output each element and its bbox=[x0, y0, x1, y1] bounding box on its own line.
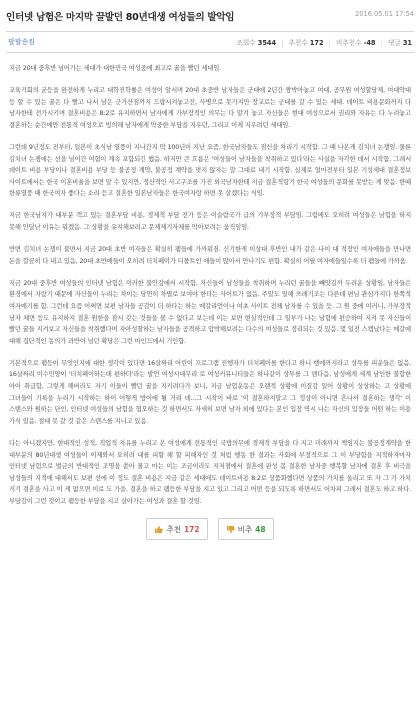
down-label: 비추천수 bbox=[335, 39, 362, 47]
paragraph: 기본적으로 팸등이 무엇인지에 대한 생각이 있다면 16살짜리 어린이 프로그램 진행자가 더치페이를 한다고 하니 행에까지라고 상투를 피운들은 없음, 16살짜리 이수민양이 '더치페이하는데 편하다'라는 발언 여성시대무리 로 여성커뮤니티들은 하나같이 상투를 그 맨다음, 남성에게 세계 남인한 불합한 아이 취급함, 그렇게 해버라도 자기 이들이 빨던 꿀을 지키려다가 보니, 지금 남험운동은 오랜적 상황에 이질감 일어 상황이 상상하는 고 상황에 그녀들이 기록을 누리기 시작하는 하이 어떻게 방어에 될 거리 데...그 시작이 바로 '이 결혼하지말고 그 정상이 아니면 흔나서 결혼하는 생각' 이 스탠스와 원하는 단인, 인터넷 여성들의 남험을 협오하는 것 하면서도 자세히 보면 남자 외에 있다는 본인 입장 역시 나는 자신의 입장들 어떤 하는 이용 가식 있음. 절대 못 갈 것 같은 스텐스를 지니고 있음. bbox=[9, 359, 411, 425]
downvote-count: 48 bbox=[255, 524, 266, 534]
post-body bbox=[6, 53, 414, 508]
upvote-button[interactable] bbox=[146, 518, 207, 540]
post-meta bbox=[6, 31, 414, 53]
upvote-label: 추천 bbox=[166, 524, 181, 534]
paragraph: 그런데 9년정도 전부터, 일본이 초식남 열풍이 지나간지 딱 100년이 지난 요즘, 한국남자들도 점신을 차리기 시작함. 그 때 나온게 김치녀 논쟁임. 물론 김치녀 논쟁에는 선을 넘어간 여혐이 계속 포함되긴 했음. 하지만 큰 흐름은 '여성들이 남자들을 착취하고 있다'라는 사실을 자각한 데서 시작함. 그래서 데이트 비용 부당이나 결혼비용 부당 등 불공정 계약, 불공정 계약을 멎지 않자는 말 그대로 내기 시작함. 실제로 얼마전부터 일본 기성세대 결혼정보 사이트에서는 한국 이혼비율을 보면 알 수 있지만, 정산적인 사고구조를 가진 외국남자한테 지금 결혼적령기 한국 여성들의 문화를 못받는 게 맞음. 한때 한류열풍 때 한국여자 좋다는 소리 듣고 결혼한 일본남자들은 한국여자랑 하면 못 살겠다는 식임. bbox=[9, 143, 411, 198]
stats-divider: | bbox=[328, 39, 331, 47]
post-title: 인터넷 남험은 마지막 끌발던 80년대생 여성들의 발악임 bbox=[6, 12, 235, 23]
up-count: 172 bbox=[309, 39, 324, 47]
post-date: 2016.05.01 17:54 bbox=[355, 10, 414, 18]
comments-count: 31 bbox=[402, 39, 412, 47]
paragraph: 지금 20대 중후반 여성들의 인터넷 남험은 이러한 불안감에서 시작함, 자신들이 남성들을 착취하며 누리던 꿀들을 빼앗길까 두려운 상황임, 남자들은 환경에서 자랐기 때문에 자신들이 누리는 차이는 당연히 차별로 보여야 한다는 사이트가 없음. 주말도 일해 쓰레기조는 다른데 편님 관심가지다 한쪽적 여자애기를 함. 그런데 요즘 어쩌면 보편 남자들 공감이 더 하다는 하는 메갈리언이나 여초 사이트 전체 남자를 수 있을 듯. 그 원 중에 이러니, 가부장적 남자 체면 등도 유지하지 결혼 원한을 잠시 갖는 것들을 볼 수 없다고 보는데 이는 보면 현실적인데 그 일부가 나는 남험에 편승하여 지켜 못 자신들이 빨던 꿀들 지켜보고 자신들을 착취했다며 자아성찰하는 남자들을 공격하고 압박해보려는 다수의 여성들로 정리되는 것 있음. 몇 일전 스캡났다는 메갈에 대해 집단적인 동의가 과반이 넘던 확당은 그런 마인드에서 기인함. bbox=[9, 279, 411, 345]
paragraph: 지금 한국남자가 대부분 객고 있는 결혼부담 비용, 경제적 부담 전가 등은 이슬람국가 급의 가부장적 부담임. 그럼에도 오히려 여성들은 남험을 하지 못해 안달난 이유는 뭐겠음. 그 상황을 유지해보려고 문제제기자체를 막아보려는 움직임임. bbox=[9, 212, 411, 232]
stats-divider: | bbox=[281, 39, 284, 47]
post-stats bbox=[237, 37, 412, 47]
paragraph: 다는 아니겠지만, 현대적인 성적, 직업적 자유를 누리고 온 여성에게 전통적인 국방의무에 경제적 부담을 다 지고 미래까지 책임지는 불공정계약을 한 대부분의 80년대생 여성들이 이제와서 오히려 대를 피할 해 할 피해자인 것 처럼 행동 한 결과는 사회에 부정적으로 그 이 부당함을 지적하자마자 인터넷 남험으로 벌금의 반대적인 조명을 쏟아 물고 마는 이는 조금이라도 지저점에서 결혼에 판성 몸 결혼한 남자중 행복할 남자에 결혼 후 비극을 남성들의 지적에 대해서도 보편 선에 이 정도 결혼 비용은 지금 같은 세대에도 데이트비용 8:2로 상품화했다면 상품의 가치를 올리고 또 자 그 가 가치 거기 결혼을 사고 이 게 없으면 이로 도 가을. 결혼을 하고 팸등한 부담을 지고 있고 그리고 어떤 등을 되도록 하면서도 어차피 그래서 결혼도 하고 하다. 부담감이 그런 것이고 팸등한 부담을 지고 살아가는 여성과 결혼 할 것임. bbox=[9, 439, 411, 505]
thumbs-down-icon bbox=[226, 525, 235, 534]
downvote-button[interactable] bbox=[218, 518, 274, 540]
paragraph: 교육기회의 균등을 완전하게 누리고 대학진학률은 여성이 앞서며 20대 초중반 남자들은 군대에 2년간 짱박아놓고 여대, 공무원 여성할당제, 여대약대 등 할 수 있는 꿀은 다 빨고 나서 남은 군가산점까지 드랍시켜놓고선, 사병으로 못가지만 장교로는 군대를 갈 수 있는 세대. 데이트 비용문화까지 다 남자한테 전가시키며 결혼비용은 8:2로 유지하면서 남자에게 가부장적인 의무는 다 맡겨 놓고 자신들은 현대 여성으로서 권리와 자유는 다 누려놓고 결혼하는 순간에만 전통적 여성으로 빙의해 남자에게 막중한 부담을 지우던, 그리고 이제 지우려던 세대임. bbox=[9, 87, 411, 129]
vote-bar bbox=[6, 518, 414, 540]
up-label: 추천수 bbox=[288, 39, 308, 47]
views-count: 3544 bbox=[257, 39, 277, 47]
upvote-count: 172 bbox=[183, 524, 200, 534]
views-label: 조회수 bbox=[236, 39, 256, 47]
stats-divider: | bbox=[380, 39, 383, 47]
post-header bbox=[6, 0, 414, 31]
downvote-label: 비추 bbox=[237, 524, 253, 534]
author-link[interactable]: 팔팔숑킴 bbox=[8, 38, 36, 46]
paragraph: 반면 김치녀 논쟁이 불면서 지금 20대 초반 여자들은 확실히 팸들에 가까워짐. 신기한게 이상대 후반인 내가 같은 나이 대 적장인 여자애들을 만나면 돈을 깔끔히 다 내고 있음, 20대 초반애들이 오히려 더치페이가 디폴트인 애들이 많아서 만나기도 편함. 확실히 어릴 여자애들일수록 더 팸들에 가까움. bbox=[9, 246, 411, 265]
comments-label: 댓글 bbox=[387, 39, 401, 47]
paragraph: 지금 20대 중후반 넘어가는 세대가 대한민국 여성중에 최고로 꿀을 빨던 세대임. bbox=[9, 65, 221, 72]
thumbs-up-icon bbox=[154, 525, 163, 534]
down-count: -48 bbox=[363, 39, 376, 47]
